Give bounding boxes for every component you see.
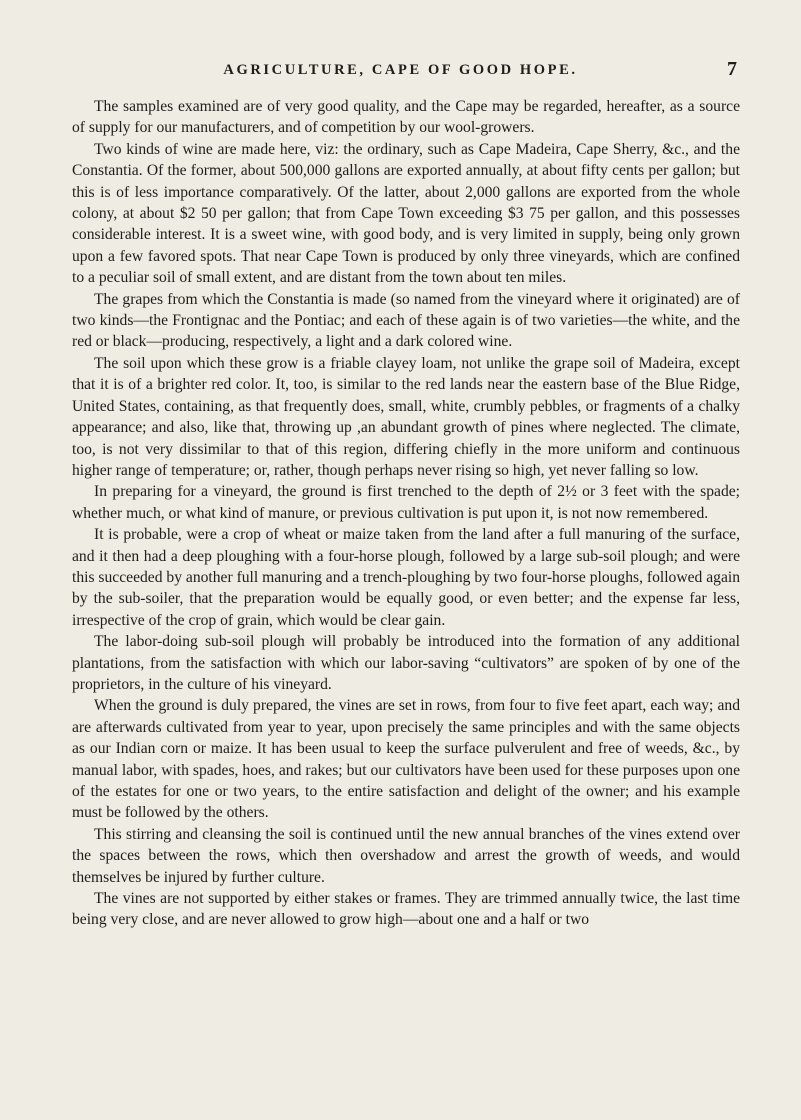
page-header [0, 60, 801, 84]
paragraph: When the ground is duly prepared, the vines are set in rows, from four to five feet apart, each way; and are afterwards cultivated from year to year, upon precisely the same principles and with the same objects as our Indian corn or maize. It has been usual to keep the surface pulverulent and free of weeds, &c., by manual labor, with spades, hoes, and rakes; but our cultivators have been used for these purposes upon one of the estates for one or two years, to the entire satisfaction and delight of the owner; and his example must be followed by the others. [72, 697, 740, 822]
paragraph: It is probable, were a crop of wheat or maize taken from the land after a full manuring of the surface, and it then had a deep ploughing with a four-horse plough, followed by a large sub-soil plough; and were this succeeded by another full manuring and a trench-ploughing by two four-horse ploughs, followed again by the sub-soiler, that the preparation would be equally good, or even better; and the expense far less, irrespective of the crop of grain, which would be clear gain. [72, 526, 740, 629]
body-text [72, 96, 740, 931]
paragraph: Two kinds of wine are made here, viz: the ordinary, such as Cape Madeira, Cape Sherry, &c., and the Constantia. Of the former, about 500,000 gallons are exported annually, at about fifty cents per gallon; but this is of less importance comparatively. Of the latter, about 2,000 gallons are exported from the whole colony, at about $2 50 per gallon; that from Cape Town exceeding $3 75 per gallon, and this possesses considerable interest. It is a sweet wine, with good body, and is very limited in supply, being only grown upon a few favored spots. That near Cape Town is produced by only three vineyards, which are confined to a peculiar soil of small extent, and are distant from the town about ten miles. [72, 140, 740, 287]
paragraph: The samples examined are of very good quality, and the Cape may be regarded, hereafter, as a source of supply for our manufacturers, and of competition by our wool-growers. [72, 98, 740, 137]
paragraph: The vines are not supported by either stakes or frames. They are trimmed annually twice, the last time being very close, and are never allowed to grow high—about one and a half or two [72, 890, 740, 929]
paragraph: The grapes from which the Constantia is made (so named from the vineyard where it originated) are of two kinds—the Frontignac and the Pontiac; and each of these again is of two varieties—the white, and the red or black—producing, respectively, a light and a dark colored wine. [72, 290, 740, 351]
running-head: AGRICULTURE, CAPE OF GOOD HOPE. [223, 62, 578, 78]
paragraph: The labor-doing sub-soil plough will probably be introduced into the formation of any additional plantations, from the satisfaction with which our labor-saving “cultivators” are spoken of by one of the proprietors, in the culture of his vineyard. [72, 633, 740, 693]
page-number: 7 [727, 58, 737, 80]
paragraph: In preparing for a vineyard, the ground is first trenched to the depth of 2½ or 3 feet with the spade; whether much, or what kind of manure, or previous cultivation is put upon it, is not now remembered. [72, 483, 740, 522]
paragraph: This stirring and cleansing the soil is continued until the new annual branches of the vines extend over the spaces between the rows, which then overshadow and arrest the growth of weeds, and would themselves be injured by further culture. [72, 825, 740, 886]
paragraph: The soil upon which these grow is a friable clayey loam, not unlike the grape soil of Madeira, except that it is of a brighter red color. It, too, is similar to the red lands near the eastern base of the Blue Ridge, United States, containing, as that frequently does, small, white, crumbly pebbles, or fragments of a chalky appearance; and also, like that, throwing up ,an abundant growth of pines where neglected. The climate, too, is not very dissimilar to that of this region, differing chiefly in the more uniform and continuous higher range of temperature; or, rather, though perhaps never rising so high, yet never falling so low. [72, 354, 740, 479]
